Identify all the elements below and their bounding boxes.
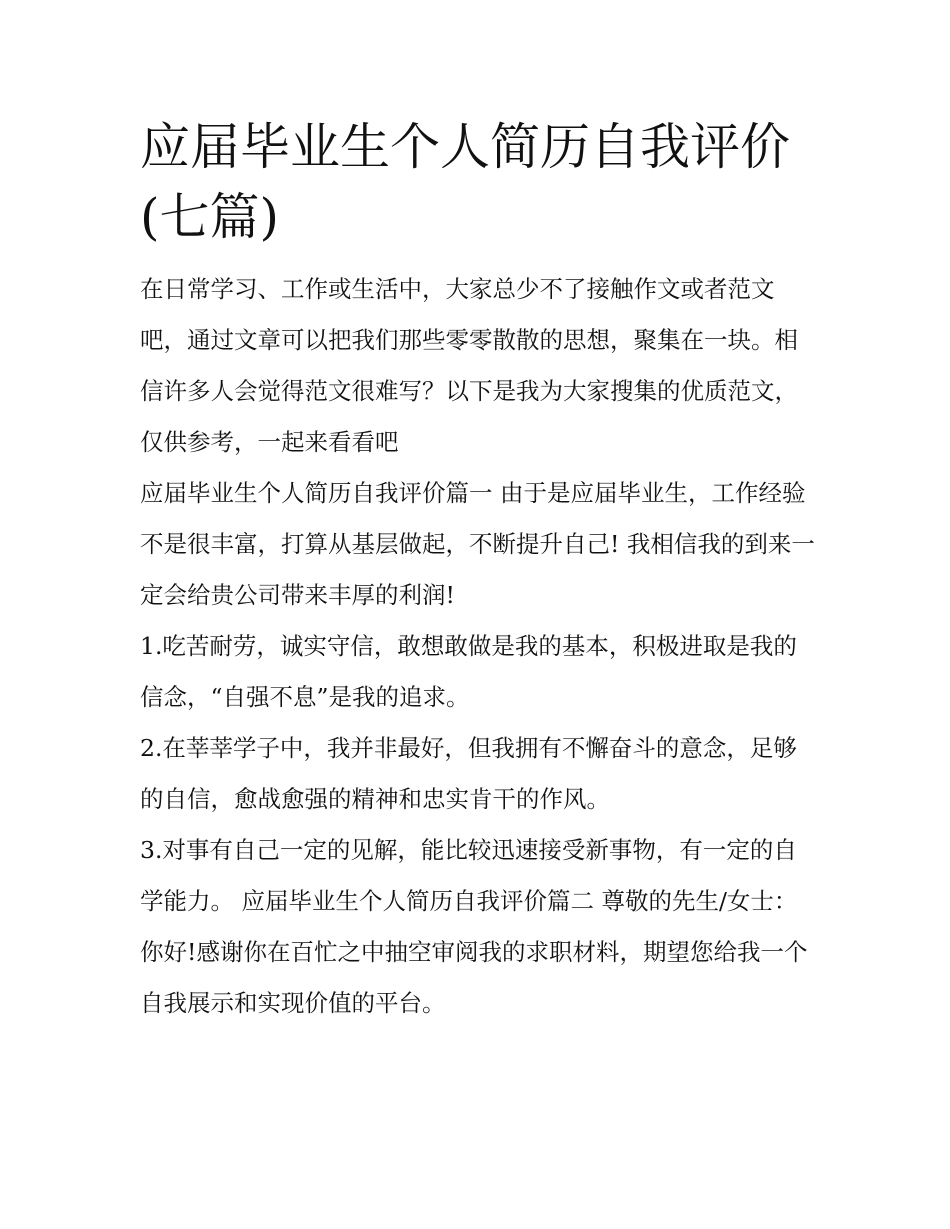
point-three-paragraph: 3.对事有自己一定的见解，能比较迅速接受新事物，有一定的自学能力。 应届毕业生个人简历自我评价篇二 尊敬的先生/女士： bbox=[140, 836, 798, 915]
point-two-paragraph: 2.在莘莘学子中，我并非最好，但我拥有不懈奋斗的意念，足够的自信，愈战愈强的精神和忠实肯干的作风。 bbox=[140, 734, 797, 813]
section-one-paragraph: 应届毕业生个人简历自我评价篇一 由于是应届毕业生，工作经验不是很丰富，打算从基层做起，不断提升自己! 我相信我的到来一定会给贵公司带来丰厚的利润! bbox=[140, 479, 815, 609]
greeting-paragraph: 你好!感谢你在百忙之中抽空审阅我的求职材料，期望您给我一个自我展示和实现价值的平台。 bbox=[140, 938, 808, 1017]
document-body bbox=[140, 112, 820, 1029]
intro-paragraph: 在日常学习、工作或生活中，大家总少不了接触作文或者范文吧，通过文章可以把我们那些零零散散的思想，聚集在一块。相信许多人会觉得范文很难写？以下是我为大家搜集的优质范文，仅供参考，一起来看看吧 bbox=[140, 275, 798, 456]
point-one-paragraph: 1.吃苦耐劳，诚实守信，敢想敢做是我的基本，积极进取是我的信念，“自强不息”是我的追求。 bbox=[140, 632, 797, 711]
document-title: 应届毕业生个人简历自我评价(七篇) bbox=[140, 118, 790, 246]
